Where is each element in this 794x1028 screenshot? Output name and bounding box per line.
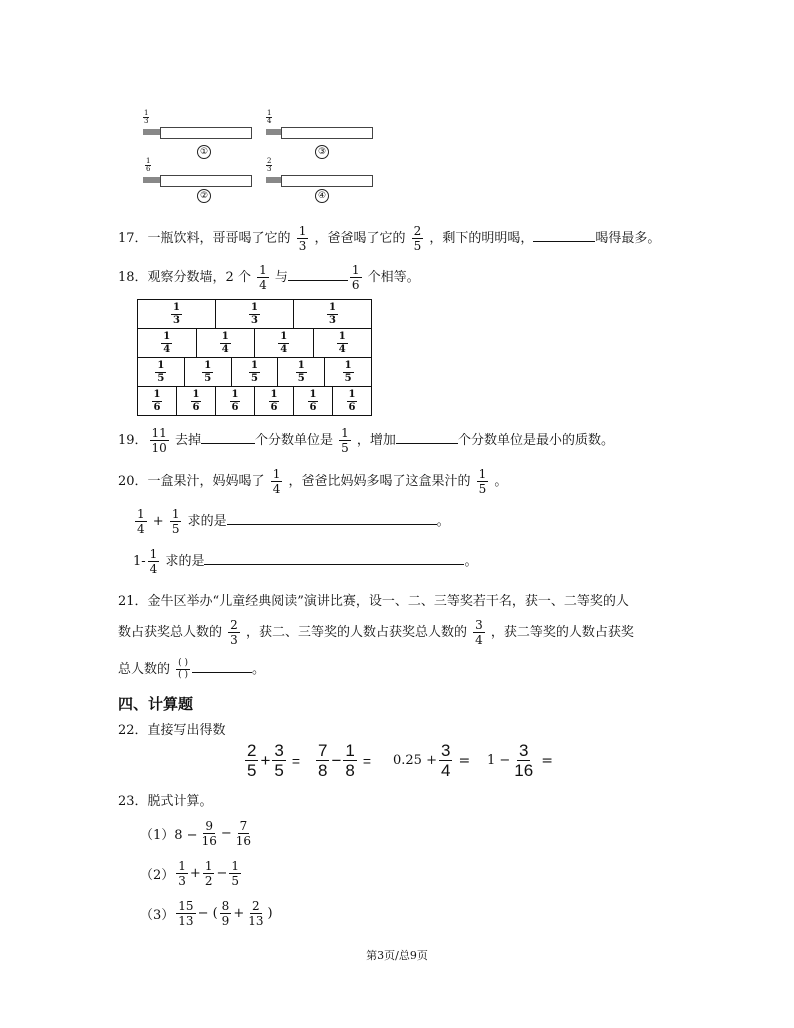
- page-footer: 第3页/总9页: [366, 949, 428, 962]
- wall-cell: $\frac{1}{6}$: [293, 387, 332, 415]
- question-18: [118, 264, 420, 291]
- question-20-part-a: [133, 508, 450, 535]
- bar-1-fill: [143, 129, 160, 135]
- q17-text-a: 17．一瓶饮料，哥哥喝了它的: [118, 231, 291, 246]
- bar-4-number: ④: [315, 189, 329, 203]
- wall-cell: $\frac{1}{6}$: [254, 387, 293, 415]
- q17-fraction-1: $\frac{1}{3}$: [298, 224, 307, 253]
- q19-text-b: 去掉: [174, 433, 201, 448]
- bar-3-number: ③: [315, 145, 329, 159]
- q17-text-b: ，爸爸喝了它的: [314, 231, 406, 246]
- wall-cell: $\frac{1}{6}$: [332, 387, 371, 415]
- question-21-line-1: 21．金牛区举办“儿童经典阅读”演讲比赛，设一、二、三等奖若干名，获一、二等奖的人: [118, 594, 629, 609]
- q23-problem-2: （2） $\frac{1}{3}$ + $\frac{1}{2}$ − $\frac{1}{5}$: [140, 859, 240, 888]
- q20a-fraction-1: $\frac{1}{4}$: [137, 507, 145, 536]
- q22-expression-2: $\frac{7}{8}$ − $\frac{1}{8}$ =: [318, 741, 372, 780]
- q19-answer-blank-2[interactable]: [396, 431, 458, 444]
- q17-text-d: 喝得最多。: [595, 231, 661, 246]
- bar-3: [281, 127, 373, 139]
- q21-fraction-2: $\frac{3}{4}$: [475, 618, 483, 647]
- wall-cell: $\frac{1}{3}$: [293, 300, 371, 328]
- q21-text-d: 总人数的: [118, 662, 171, 677]
- q20-text-b: ，爸爸比妈妈多喝了这盒果汁的: [288, 474, 471, 489]
- wall-row-fifths: [138, 357, 371, 386]
- q20a-end: 。: [436, 514, 450, 529]
- q21-text-a: 数占获奖总人数的: [118, 625, 223, 640]
- q18-fraction-2: $\frac{1}{6}$: [351, 263, 360, 292]
- q23-problem-3: （3） $\frac{15}{13}$ − ( $\frac{8}{9}$ + $\frac{2}{13}$ ): [140, 899, 273, 928]
- q22-expression-4: 1 − $\frac{3}{16}$ =: [487, 741, 553, 780]
- wall-row-sixths: [138, 386, 371, 415]
- q19-text-c: 个分数单位是: [254, 433, 333, 448]
- wall-cell: $\frac{1}{6}$: [215, 387, 254, 415]
- q19-number: 19．: [118, 433, 148, 448]
- question-20-part-b: [133, 548, 477, 575]
- wall-cell: $\frac{1}{5}$: [231, 358, 278, 386]
- question-17: [118, 225, 660, 252]
- bar-4-fill: [266, 177, 281, 183]
- wall-cell: $\frac{1}{4}$: [163, 330, 171, 355]
- question-21-line-2: [118, 619, 634, 646]
- q22-expression-3: 0.25 + $\frac{3}{4}$ =: [393, 741, 471, 780]
- q21-answer-fraction[interactable]: $\frac{( )}{( )}$: [178, 658, 189, 680]
- q17-fraction-2: $\frac{2}{5}$: [413, 224, 422, 253]
- wall-cell: $\frac{1}{4}$: [254, 329, 313, 357]
- section-heading: 四、计算题: [118, 695, 194, 713]
- bar-3-fill: [266, 129, 281, 135]
- question-19: [118, 427, 614, 454]
- wall-cell: $\frac{1}{3}$: [173, 301, 180, 326]
- wall-row-thirds: [138, 300, 371, 328]
- wall-cell: $\frac{1}{4}$: [313, 329, 372, 357]
- q17-answer-blank[interactable]: [533, 229, 595, 242]
- q19-text-d: ，增加: [356, 433, 396, 448]
- q20a-fraction-2: $\frac{1}{5}$: [171, 507, 180, 536]
- q18-answer-blank[interactable]: [288, 268, 348, 281]
- q20b-prefix: 1-: [133, 554, 146, 569]
- bar-2-label: 1 6: [146, 157, 151, 173]
- wall-cell: $\frac{1}{6}$: [176, 387, 215, 415]
- wall-cell: $\frac{1}{4}$: [196, 329, 255, 357]
- q17-text-c: ，剩下的明明喝，: [429, 231, 534, 246]
- bar-1: [160, 127, 252, 139]
- q18-text-b: 与: [274, 270, 288, 285]
- q20b-text: 求的是: [165, 554, 205, 569]
- question-23-title: 23．脱式计算。: [118, 794, 213, 809]
- wall-cell: $\frac{1}{6}$: [153, 388, 161, 413]
- q20-fraction-1: $\frac{1}{4}$: [272, 467, 281, 496]
- wall-row-quarters: [138, 328, 371, 357]
- wall-cell: $\frac{1}{5}$: [277, 358, 324, 386]
- wall-cell: $\frac{1}{5}$: [184, 358, 231, 386]
- fraction-wall: [137, 299, 372, 416]
- q21-text-e: 。: [252, 662, 266, 677]
- question-22-title: 22．直接写出得数: [118, 723, 226, 738]
- wall-cell: $\frac{1}{5}$: [157, 359, 165, 384]
- q18-text-a: 18．观察分数墙，2 个: [118, 270, 251, 285]
- q19-answer-blank-1[interactable]: [201, 431, 255, 444]
- q18-text-c: 个相等。: [367, 270, 420, 285]
- q21-text-c: ，获二等奖的人数占获奖: [490, 625, 634, 640]
- q19-fraction-1: $\frac{11}{10}$: [151, 426, 167, 455]
- q21-fraction-1: $\frac{2}{3}$: [230, 618, 238, 647]
- bar-2: [160, 175, 252, 187]
- q21-answer-blank[interactable]: [192, 660, 252, 673]
- bar-4-label: 2 3: [267, 157, 272, 173]
- q18-fraction-1: $\frac{1}{4}$: [259, 263, 267, 292]
- question-20: [118, 468, 507, 495]
- q19-fraction-2: $\frac{1}{5}$: [341, 426, 349, 455]
- question-21-line-3: [118, 658, 265, 680]
- q20b-fraction: $\frac{1}{4}$: [149, 547, 158, 576]
- q20a-text: 求的是: [187, 514, 227, 529]
- q20b-end: 。: [464, 554, 478, 569]
- q20-text-a: 20．一盒果汁，妈妈喝了: [118, 474, 265, 489]
- q22-expression-1: $\frac{2}{5}$ + $\frac{3}{5}$ =: [247, 741, 301, 780]
- q20a-answer-blank[interactable]: [227, 512, 437, 525]
- bar-1-number: ①: [197, 145, 211, 159]
- q20-text-c: 。: [494, 474, 508, 489]
- bar-1-label: 1 3: [144, 109, 149, 125]
- q23-problem-1: （1）8 − $\frac{9}{16}$ − $\frac{7}{16}$: [140, 819, 252, 848]
- bar-2-fill: [143, 177, 160, 183]
- q19-text-e: 个分数单位是最小的质数。: [457, 433, 614, 448]
- q20b-answer-blank[interactable]: [204, 552, 464, 565]
- q20-fraction-2: $\frac{1}{5}$: [478, 467, 487, 496]
- wall-cell: $\frac{1}{3}$: [215, 300, 293, 328]
- q20a-plus: +: [152, 514, 164, 529]
- bar-3-label: 1 4: [267, 109, 272, 125]
- q21-text-b: ，获二、三等奖的人数占获奖总人数的: [245, 625, 467, 640]
- bar-4: [281, 175, 373, 187]
- bar-2-number: ②: [197, 189, 211, 203]
- wall-cell: $\frac{1}{5}$: [324, 358, 371, 386]
